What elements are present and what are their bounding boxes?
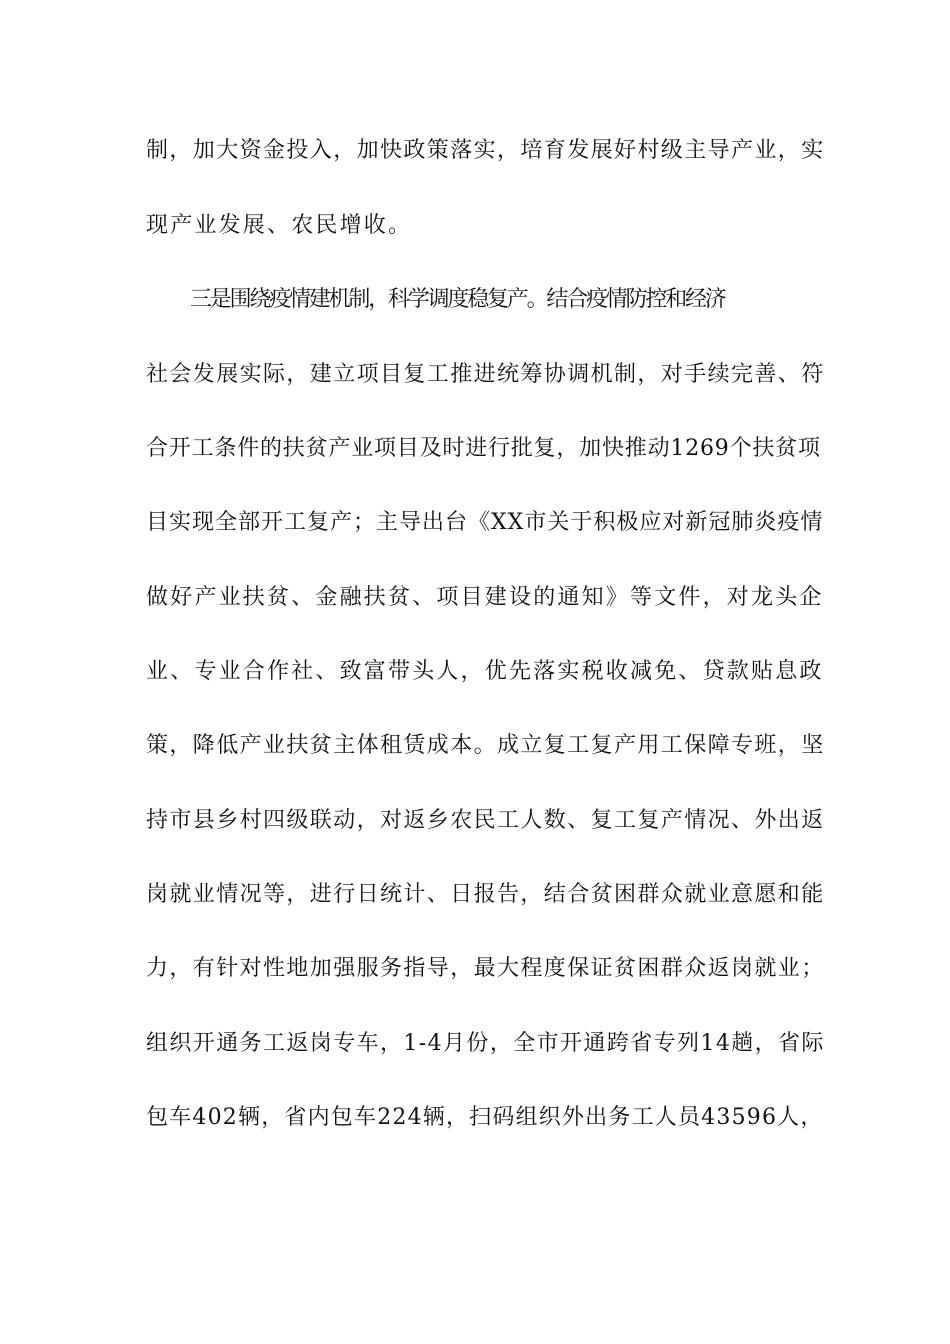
text-line-1: 制，加大资金投入，加快政策落实，培育发展好村级主导产业，实	[146, 138, 825, 163]
text-line-2: 现产业发展、农民增收。	[146, 213, 413, 238]
text-line-5: 合开工条件的扶贫产业项目及时进行批复，加快推动1269个扶贫项	[146, 436, 821, 461]
paragraph-start-line: 三是围绕疫情建机制，科学调度稳复产。结合疫情防控和经济	[190, 287, 725, 312]
text-line-14: 包车402辆，省内包车224辆，扫码组织外出务工人员43596人，	[146, 1105, 824, 1130]
text-line-6: 目实现全部开工复产；主导出台《XX市关于积极应对新冠肺炎疫情	[146, 510, 824, 535]
text-line-7: 做好产业扶贫、金融扶贫、项目建设的通知》等文件，对龙头企	[146, 585, 824, 610]
text-line-11: 岗就业情况等，进行日统计、日报告，结合贫困群众就业意愿和能	[146, 882, 825, 907]
text-line-4: 社会发展实际，建立项目复工推进统筹协调机制，对手续完善、符	[146, 362, 825, 387]
text-line-12: 力，有针对性地加强服务指导，最大程度保证贫困群众返岗就业；	[146, 956, 825, 981]
text-line-9: 策，降低产业扶贫主体租赁成本。成立复工复产用工保障专班，坚	[146, 733, 825, 758]
text-line-13: 组织开通务工返岗专车，1-4月份，全市开通跨省专列14趟，省际	[146, 1031, 825, 1056]
text-line-8: 业、专业合作社、致富带头人，优先落实税收减免、贷款贴息政	[146, 659, 824, 684]
text-line-10: 持市县乡村四级联动，对返乡农民工人数、复工复产情况、外出返	[146, 808, 825, 833]
